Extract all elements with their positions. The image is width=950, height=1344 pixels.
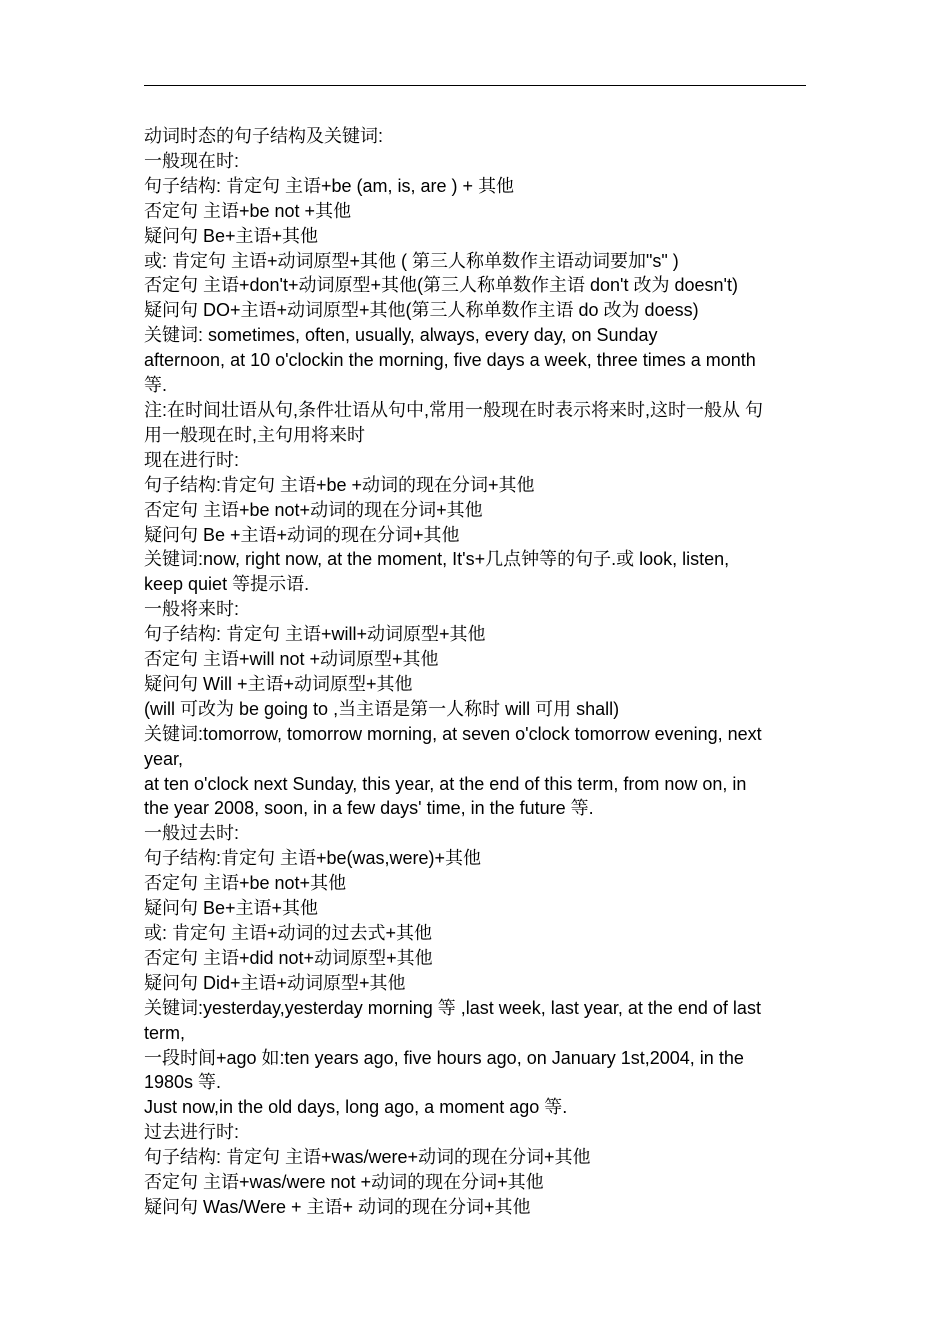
text-line: 否定句 主语+be not+动词的现在分词+其他 <box>144 499 483 520</box>
text-line: the year 2008, soon, in a few days' time, in the future 等. <box>144 798 594 819</box>
text-line: 一般过去时: <box>144 823 240 844</box>
text-line: 关键词: sometimes, often, usually, always, every day, on Sunday <box>144 325 658 346</box>
text-line: 关键词:now, right now, at the moment, It's+几点钟等的句子.或 look, listen, <box>144 549 730 570</box>
text-line: year, <box>144 748 184 769</box>
text-line: 句子结构: 肯定句 主语+be (am, is, are ) + 其他 <box>144 175 515 196</box>
text-line: 疑问句 Be+主语+其他 <box>144 898 319 919</box>
text-line: 句子结构:肯定句 主语+be(was,were)+其他 <box>144 848 482 869</box>
document-body <box>144 124 808 1220</box>
text-line: 疑问句 Will +主语+动词原型+其他 <box>144 673 413 694</box>
text-line: at ten o'clock next Sunday, this year, at the end of this term, from now on, in <box>144 773 747 794</box>
text-line: 等. <box>144 375 168 396</box>
text-line: 句子结构: 肯定句 主语+was/were+动词的现在分词+其他 <box>144 1147 591 1168</box>
text-line: 注:在时间壮语从句,条件壮语从句中,常用一般现在时表示将来时,这时一般从 句 <box>144 399 764 420</box>
text-line: 或: 肯定句 主语+动词的过去式+其他 <box>144 923 433 943</box>
text-line: term, <box>144 1022 186 1043</box>
text-line: 关键词:tomorrow, tomorrow morning, at seven o'clock tomorrow evening, next <box>144 723 762 744</box>
text-line: 一般现在时: <box>144 150 240 171</box>
text-line: 一段时间+ago 如:ten years ago, five hours ago, on January 1st,2004, in the <box>144 1047 744 1068</box>
text-line: 否定句 主语+be not +其他 <box>144 200 352 221</box>
text-line: 句子结构:肯定句 主语+be +动词的现在分词+其他 <box>144 474 535 495</box>
header-rule <box>144 85 806 86</box>
text-line: 一般将来时: <box>144 599 240 620</box>
text-line: 现在进行时: <box>144 449 240 470</box>
text-line: Just now,in the old days, long ago, a moment ago 等. <box>144 1097 568 1118</box>
text-line: 疑问句 Was/Were + 主语+ 动词的现在分词+其他 <box>144 1196 531 1217</box>
text-line: 否定句 主语+did not+动词原型+其他 <box>144 947 433 968</box>
text-line: 否定句 主语+don't+动词原型+其他(第三人称单数作主语 don't 改为 doesn't) <box>144 275 738 296</box>
text-line: 过去进行时: <box>144 1122 240 1143</box>
text-line: 句子结构: 肯定句 主语+will+动词原型+其他 <box>144 624 486 645</box>
text-line: 1980s 等. <box>144 1072 222 1093</box>
text-line: 否定句 主语+was/were not +动词的现在分词+其他 <box>144 1172 544 1193</box>
text-line: 疑问句 Be+主语+其他 <box>144 225 319 246</box>
text-line: keep quiet 等提示语. <box>144 574 310 595</box>
text-line: 关键词:yesterday,yesterday morning 等 ,last week, last year, at the end of last <box>144 997 761 1018</box>
text-line: 动词时态的句子结构及关键词: <box>144 126 383 146</box>
text-line: afternoon, at 10 o'clockin the morning, five days a week, three times a month <box>144 350 756 371</box>
text-line: (will 可改为 be going to ,当主语是第一人称时 will 可用 shall) <box>144 698 620 719</box>
text-line: 否定句 主语+will not +动词原型+其他 <box>144 649 439 670</box>
text-line: 疑问句 Did+主语+动词原型+其他 <box>144 972 406 993</box>
text-line: 疑问句 Be +主语+动词的现在分词+其他 <box>144 524 460 545</box>
text-line: 疑问句 DO+主语+动词原型+其他(第三人称单数作主语 do 改为 doess) <box>144 300 699 321</box>
text-line: 或: 肯定句 主语+动词原型+其他 ( 第三人称单数作主语动词要加"s" ) <box>144 250 679 271</box>
text-line: 否定句 主语+be not+其他 <box>144 873 347 894</box>
text-line: 用一般现在时,主句用将来时 <box>144 424 365 445</box>
